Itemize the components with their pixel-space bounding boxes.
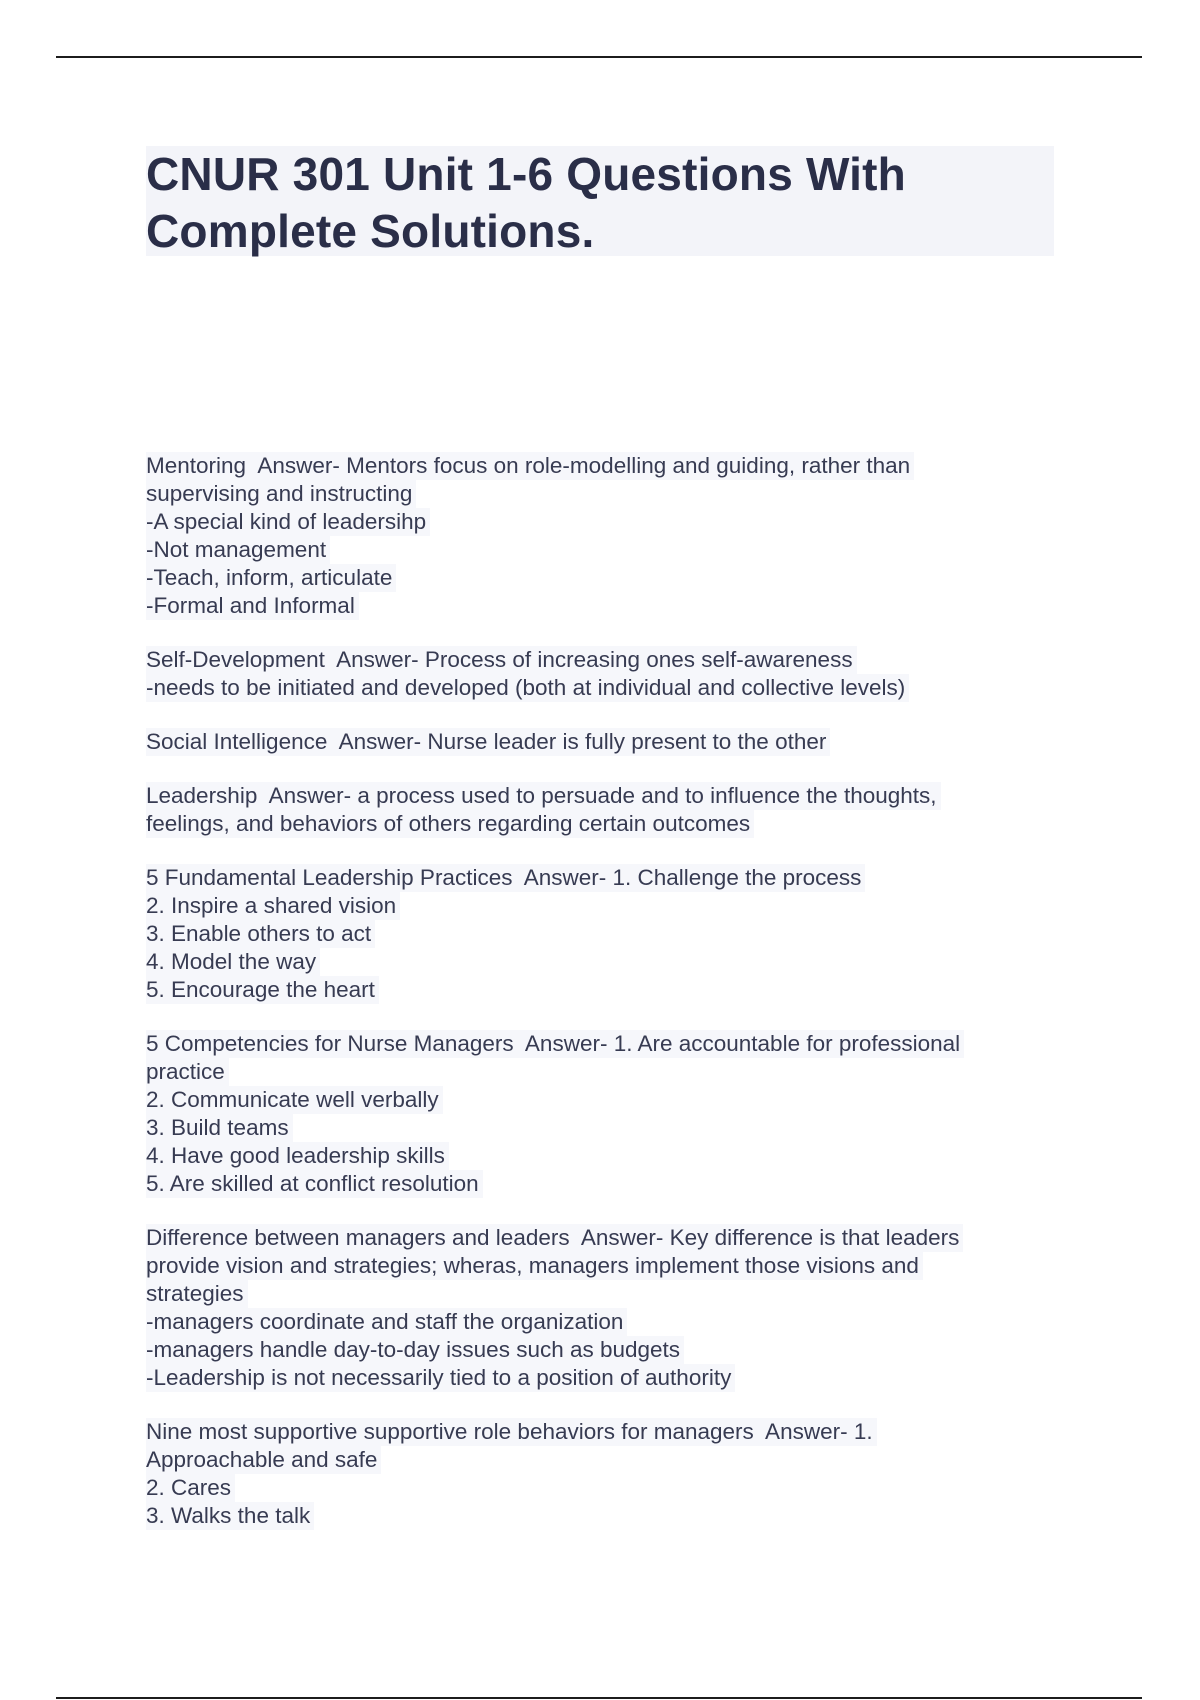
- title-line: Complete Solutions.: [146, 205, 595, 257]
- entry-line: 2. Cares: [146, 1474, 235, 1502]
- entry-line: 3. Walks the talk: [146, 1502, 314, 1530]
- entry-line: -Leadership is not necessarily tied to a position of authority: [146, 1364, 735, 1392]
- entry-line: 3. Build teams: [146, 1114, 293, 1142]
- document-title: [146, 146, 1054, 260]
- entry-line: Leadership Answer- a process used to persuade and to influence the thoughts,: [146, 782, 941, 810]
- entry-line: 3. Enable others to act: [146, 920, 375, 948]
- qa-entry-nurse-manager-competencies: [146, 1030, 1046, 1198]
- entry-line: Social Intelligence Answer- Nurse leader is fully present to the other: [146, 728, 830, 756]
- entry-line: 2. Inspire a shared vision: [146, 892, 400, 920]
- entry-line: -Formal and Informal: [146, 592, 359, 620]
- entry-line: -managers handle day-to-day issues such as budgets: [146, 1336, 684, 1364]
- qa-entry-self-development: [146, 646, 1046, 702]
- entry-line: Mentoring Answer- Mentors focus on role-modelling and guiding, rather than: [146, 452, 914, 480]
- qa-list: [146, 452, 1046, 1556]
- entry-line: 5 Fundamental Leadership Practices Answer- 1. Challenge the process: [146, 864, 865, 892]
- qa-entry-supportive-behaviors: [146, 1418, 1046, 1530]
- entry-line: -managers coordinate and staff the organization: [146, 1308, 627, 1336]
- qa-entry-leadership: [146, 782, 1046, 838]
- qa-entry-managers-vs-leaders: [146, 1224, 1046, 1392]
- entry-line: provide vision and strategies; wheras, managers implement those visions and: [146, 1252, 923, 1280]
- entry-line: 5 Competencies for Nurse Managers Answer- 1. Are accountable for professional: [146, 1030, 964, 1058]
- entry-line: -Not management: [146, 536, 330, 564]
- entry-line: 5. Are skilled at conflict resolution: [146, 1170, 483, 1198]
- entry-line: Approachable and safe: [146, 1446, 381, 1474]
- entry-line: -A special kind of leadersihp: [146, 508, 430, 536]
- header-rule: [56, 56, 1142, 58]
- entry-line: Self-Development Answer- Process of increasing ones self-awareness: [146, 646, 857, 674]
- entry-line: 4. Have good leadership skills: [146, 1142, 449, 1170]
- entry-line: supervising and instructing: [146, 480, 416, 508]
- entry-line: -needs to be initiated and developed (both at individual and collective levels): [146, 674, 909, 702]
- entry-line: 4. Model the way: [146, 948, 320, 976]
- footer-rule: [56, 1697, 1142, 1699]
- entry-line: strategies: [146, 1280, 248, 1308]
- entry-line: feelings, and behaviors of others regarding certain outcomes: [146, 810, 754, 838]
- qa-entry-mentoring: [146, 452, 1046, 620]
- title-line: CNUR 301 Unit 1-6 Questions With: [146, 148, 906, 200]
- entry-line: practice: [146, 1058, 229, 1086]
- entry-line: Nine most supportive supportive role behaviors for managers Answer- 1.: [146, 1418, 877, 1446]
- entry-line: -Teach, inform, articulate: [146, 564, 396, 592]
- entry-line: 2. Communicate well verbally: [146, 1086, 443, 1114]
- qa-entry-social-intelligence: [146, 728, 1046, 756]
- entry-line: Difference between managers and leaders Answer- Key difference is that leaders: [146, 1224, 963, 1252]
- qa-entry-leadership-practices: [146, 864, 1046, 1004]
- entry-line: 5. Encourage the heart: [146, 976, 379, 1004]
